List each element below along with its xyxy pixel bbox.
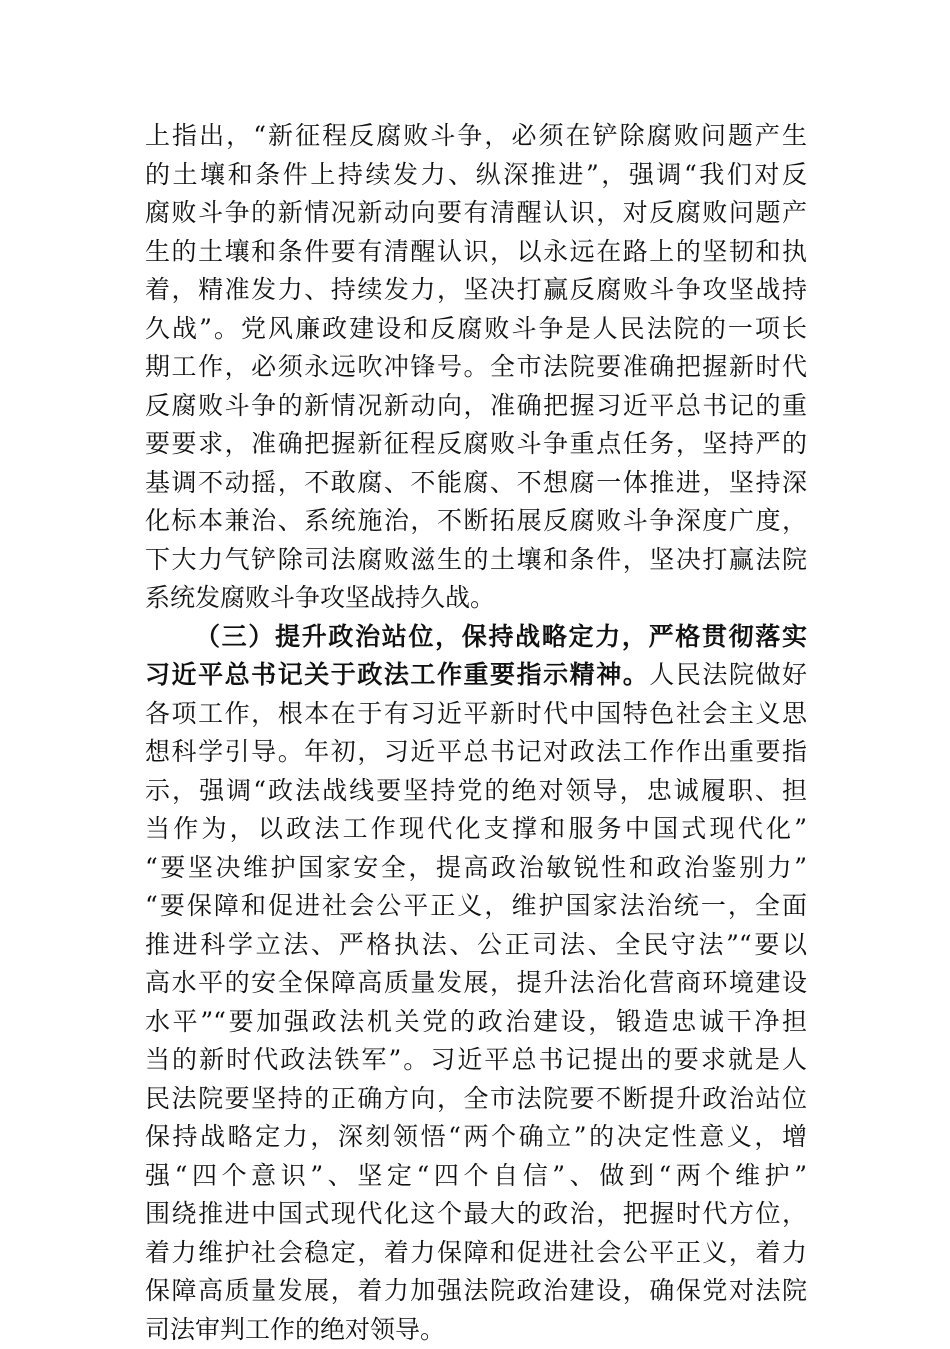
- paragraph-2: [145, 618, 807, 1349]
- text-line: 着，精准发力、持续发力，坚决打赢反腐败斗争攻坚战持: [145, 271, 807, 310]
- document-page: [145, 117, 807, 1349]
- text-line: 保持战略定力，深刻领悟“两个确立”的决定性意义，增: [145, 1118, 807, 1157]
- text-line: “要坚决维护国家安全，提高政治敏锐性和政治鉴别力”: [145, 849, 807, 888]
- text-line: 强“四个意识”、坚定“四个自信”、做到“两个维护”: [145, 1157, 807, 1196]
- paragraph-1: [145, 117, 807, 618]
- text-line: 司法审判工作的绝对领导。: [145, 1311, 807, 1349]
- text-line: 化标本兼治、系统施治，不断拓展反腐败斗争深度广度，: [145, 502, 807, 541]
- text-line: 要要求，准确把握新征程反腐败斗争重点任务，坚持严的: [145, 425, 807, 464]
- text-line: 推进科学立法、严格执法、公正司法、全民守法”“要以: [145, 926, 807, 965]
- text-line: 示，强调“政法战线要坚持党的绝对领导，忠诚履职、担: [145, 772, 807, 811]
- text-line: 水平”“要加强政法机关党的政治建设，锻造忠诚干净担: [145, 1003, 807, 1042]
- section-heading-continued: 习近平总书记关于政法工作重要指示精神。: [145, 660, 649, 689]
- text-line: 久战”。党风廉政建设和反腐败斗争是人民法院的一项长: [145, 310, 807, 349]
- text-line: 反腐败斗争的新情况新动向，准确把握习近平总书记的重: [145, 387, 807, 426]
- text-line: 保障高质量发展，着力加强法院政治建设，确保党对法院: [145, 1272, 807, 1311]
- text-line: 生的土壤和条件要有清醒认识，以永远在路上的坚韧和执: [145, 233, 807, 272]
- text-line: 围绕推进中国式现代化这个最大的政治，把握时代方位，: [145, 1195, 807, 1234]
- text-line: 想科学引导。年初，习近平总书记对政法工作作出重要指: [145, 733, 807, 772]
- text-line: 期工作，必须永远吹冲锋号。全市法院要准确把握新时代: [145, 348, 807, 387]
- text-line: 基调不动摇，不敢腐、不能腐、不想腐一体推进，坚持深: [145, 464, 807, 503]
- text-line: [145, 656, 807, 695]
- section-heading: （三）提升政治站位，保持战略定力，严格贯彻落实: [145, 618, 807, 657]
- text-line: 下大力气铲除司法腐败滋生的土壤和条件，坚决打赢法院: [145, 541, 807, 580]
- text-line: 着力维护社会稳定，着力保障和促进社会公平正义，着力: [145, 1234, 807, 1273]
- text-line: 民法院要坚持的正确方向，全市法院要不断提升政治站位: [145, 1080, 807, 1119]
- text-span: 人民法院做好: [649, 660, 807, 689]
- text-line: 系统发腐败斗争攻坚战持久战。: [145, 579, 807, 618]
- text-line: 高水平的安全保障高质量发展，提升法治化营商环境建设: [145, 964, 807, 1003]
- text-line: “要保障和促进社会公平正义，维护国家法治统一，全面: [145, 887, 807, 926]
- text-line: 上指出，“新征程反腐败斗争，必须在铲除腐败问题产生: [145, 117, 807, 156]
- text-line: 各项工作，根本在于有习近平新时代中国特色社会主义思: [145, 695, 807, 734]
- text-line: 当作为，以政法工作现代化支撑和服务中国式现代化”: [145, 810, 807, 849]
- text-line: 当的新时代政法铁军”。习近平总书记提出的要求就是人: [145, 1041, 807, 1080]
- text-line: 的土壤和条件上持续发力、纵深推进”，强调“我们对反: [145, 156, 807, 195]
- text-line: 腐败斗争的新情况新动向要有清醒认识，对反腐败问题产: [145, 194, 807, 233]
